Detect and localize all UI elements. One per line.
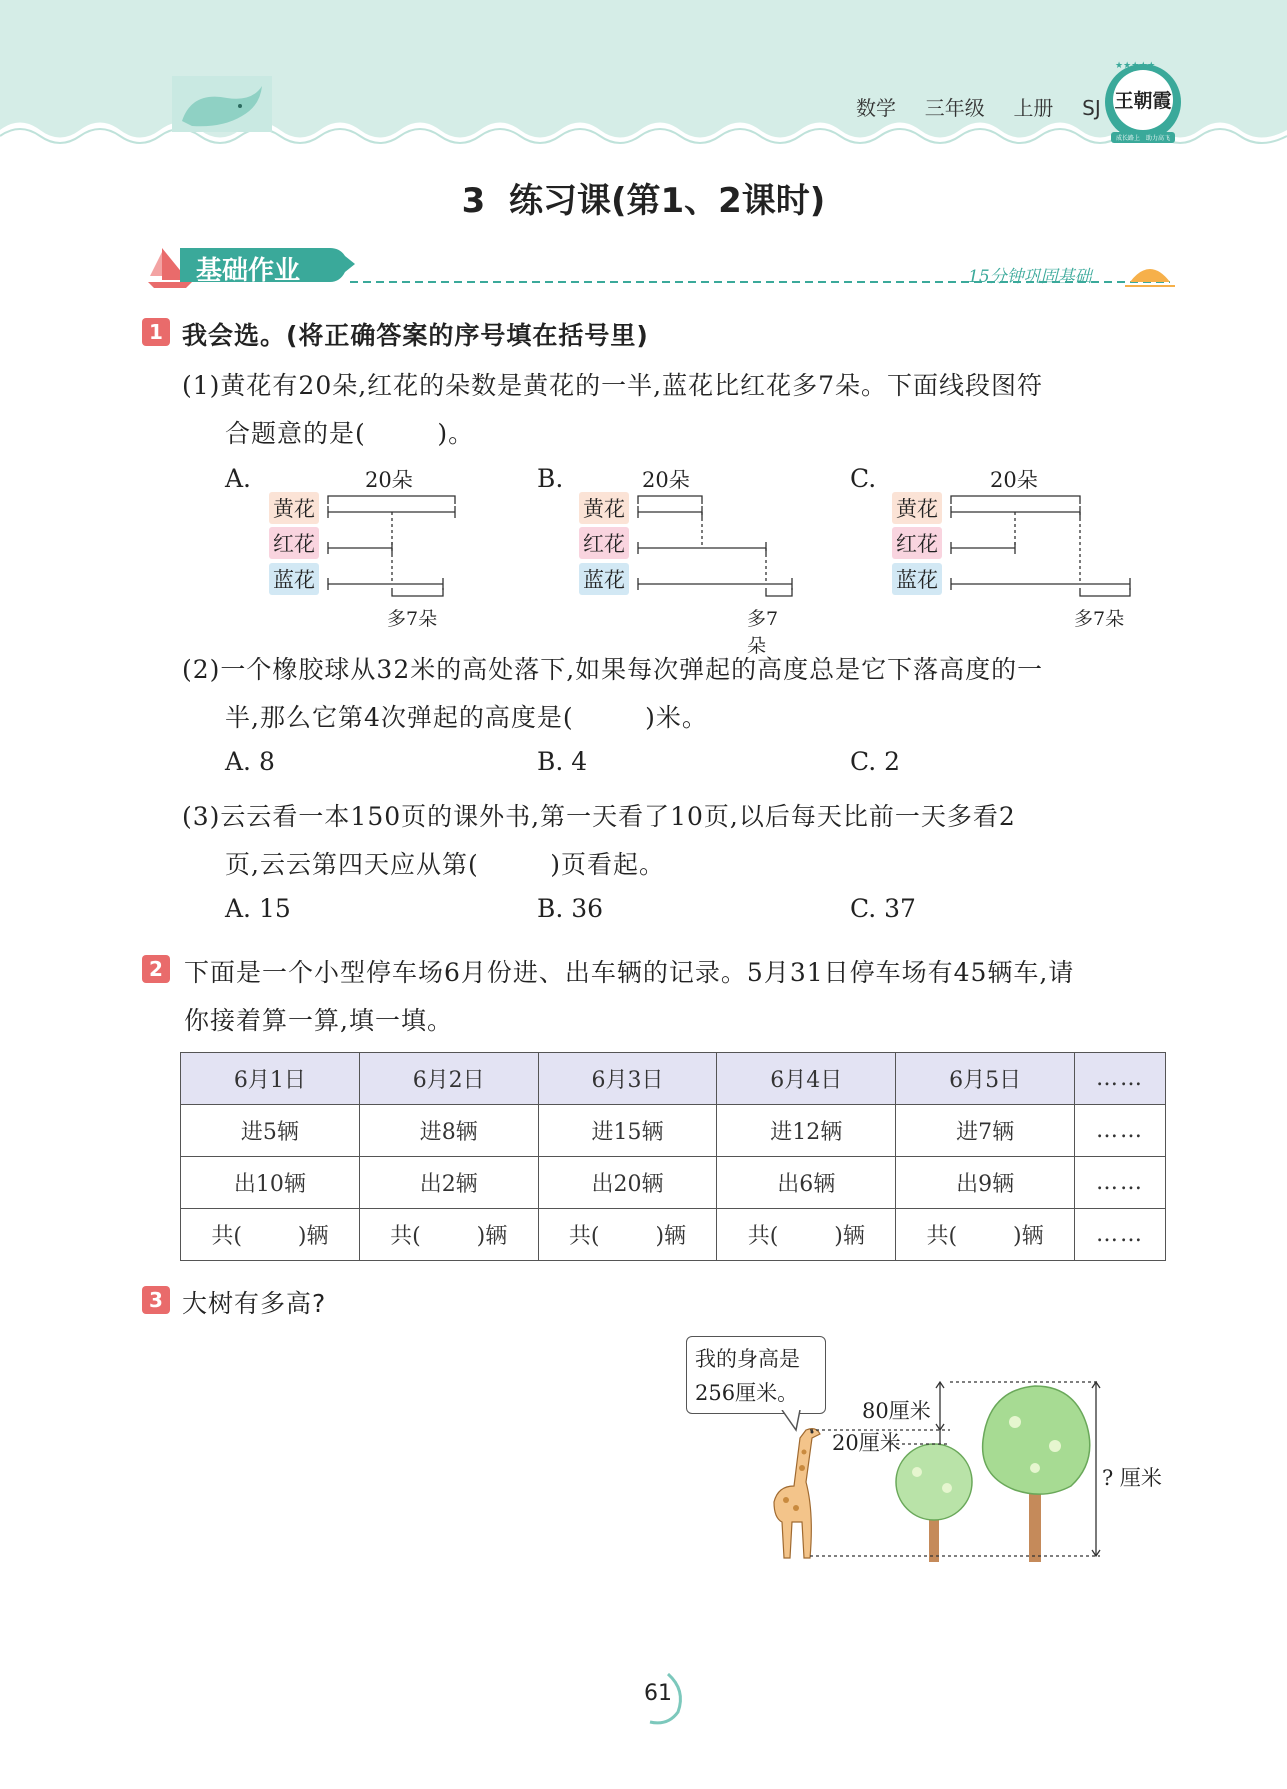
diagram-c-top-label: 20朵 (990, 468, 1038, 492)
table-cell: 出9辆 (896, 1157, 1075, 1209)
diagram-c-red: 红花 (892, 527, 942, 559)
table-cell: 进8辆 (359, 1105, 538, 1157)
table-header-cell: 6月2日 (359, 1053, 538, 1105)
q1-sub1-line2: 合题意的是( )。 (225, 419, 475, 448)
page-title: 3 练习课(第1、2课时) (461, 181, 826, 221)
q2-line2: 你接着算一算,填一填。 (184, 1006, 453, 1035)
diagram-b-yellow: 黄花 (579, 492, 629, 524)
brand-badge (1101, 58, 1185, 146)
diagram-c-more: 多7朵 (1074, 608, 1125, 630)
label-20cm: 20厘米 (832, 1431, 901, 1455)
whale-icon (172, 76, 272, 132)
diagram-a-top-label: 20朵 (365, 468, 413, 492)
parking-table (180, 1052, 1166, 1261)
q3-badge (142, 1286, 170, 1314)
diagram-a-lines (225, 460, 475, 630)
header-edition: SJ (1082, 96, 1101, 120)
q2-line1: 下面是一个小型停车场6月份进、出车辆的记录。5月31日停车场有45辆车,请 (184, 958, 1075, 987)
table-row-total (181, 1209, 1166, 1261)
table-cell: 进15辆 (538, 1105, 717, 1157)
diagram-b (537, 460, 797, 657)
table-answer-cell[interactable]: 共( )辆 (538, 1209, 717, 1261)
diagram-b-blue: 蓝花 (579, 563, 629, 595)
table-cell: 进5辆 (181, 1105, 360, 1157)
label-unknown-height: ? 厘米 (1102, 1466, 1162, 1490)
diagram-b-red: 红花 (579, 527, 629, 559)
brand-tagline-left: 成长路上 (1115, 135, 1140, 142)
table-cell: 进12辆 (717, 1105, 896, 1157)
speech-line1: 我的身高是 (695, 1347, 800, 1371)
q1-sub3-line2: 页,云云第四天应从第( )页看起。 (225, 850, 666, 879)
q1-prompt: 我会选。(将正确答案的序号填在括号里) (182, 321, 649, 350)
header-volume: 上册 (1013, 96, 1054, 120)
header-subject: 数学 (856, 96, 896, 120)
diagram-a-yellow: 黄花 (269, 492, 319, 524)
diagram-b-top-label: 20朵 (642, 468, 690, 492)
q2-badge (142, 955, 170, 983)
diagram-c-letter: C. (850, 464, 877, 493)
table-header-cell: 6月3日 (538, 1053, 717, 1105)
q1-sub3-option-a[interactable]: A. 15 (225, 894, 291, 923)
svg-text:★★★★★: ★★★★★ (1115, 61, 1156, 71)
q1-sub3-line1: (3)云云看一本150页的课外书,第一天看了10页,以后每天比前一天多看2 (182, 802, 1016, 831)
table-header-cell: …… (1075, 1053, 1166, 1105)
speech-line2: 256厘米。 (695, 1381, 799, 1405)
diagram-c-blue: 蓝花 (892, 563, 942, 595)
table-cell: …… (1075, 1105, 1166, 1157)
q1-sub2-line2: 半,那么它第4次弹起的高度是( )米。 (225, 703, 708, 732)
q1-sub1-line1: (1)黄花有20朵,红花的朵数是黄花的一半,蓝花比红花多7朵。下面线段图符 (182, 371, 1044, 400)
table-row-out (181, 1157, 1166, 1209)
diagram-a-blue: 蓝花 (269, 563, 319, 595)
q3-prompt: 大树有多高? (182, 1289, 327, 1318)
diagram-c-yellow: 黄花 (892, 492, 942, 524)
diagram-a-red: 红花 (269, 527, 319, 559)
q1-sub2-option-b[interactable]: B. 4 (537, 747, 588, 776)
diagram-b-more: 多7朵 (747, 608, 779, 657)
table-header-cell: 6月4日 (717, 1053, 896, 1105)
q3-number: 3 (142, 1286, 170, 1314)
table-cell: …… (1075, 1209, 1166, 1261)
table-answer-cell[interactable]: 共( )辆 (896, 1209, 1075, 1261)
diagram-a-letter: A. (225, 464, 252, 493)
section-label: 基础作业 (196, 256, 301, 286)
brand-tagline-right: 助力高飞 (1145, 135, 1170, 142)
q1-sub2-line1: (2)一个橡胶球从32米的高处落下,如果每次弹起的高度总是它下落高度的一 (182, 655, 1044, 684)
table-cell: 出6辆 (717, 1157, 896, 1209)
table-row-in (181, 1105, 1166, 1157)
table-header-cell: 6月5日 (896, 1053, 1075, 1105)
q1-number: 1 (142, 318, 170, 346)
table-cell: 进7辆 (896, 1105, 1075, 1157)
header-meta (856, 92, 1101, 121)
table-answer-cell[interactable]: 共( )辆 (717, 1209, 896, 1261)
table-cell: 出2辆 (359, 1157, 538, 1209)
header-grade: 三年级 (924, 96, 985, 120)
table-header-row (181, 1053, 1166, 1105)
table-cell: 出10辆 (181, 1157, 360, 1209)
diagram-b-letter: B. (537, 464, 564, 493)
brand-logo-text: 王朝霞 (1114, 90, 1172, 112)
q2-number: 2 (142, 955, 170, 983)
q1-sub3-option-c[interactable]: C. 37 (850, 894, 916, 923)
height-measure-lines (800, 1370, 1110, 1570)
diagram-a-more: 多7朵 (387, 608, 438, 630)
section-hint: 15分钟巩固基础 (968, 267, 1092, 287)
page-number: 61 (644, 1681, 672, 1706)
table-answer-cell[interactable]: 共( )辆 (359, 1209, 538, 1261)
q1-sub2-option-a[interactable]: A. 8 (225, 747, 275, 776)
table-answer-cell[interactable]: 共( )辆 (181, 1209, 360, 1261)
diagram-a (225, 460, 475, 630)
label-80cm: 80厘米 (862, 1399, 931, 1423)
q1-sub2-option-c[interactable]: C. 2 (850, 747, 901, 776)
table-cell: 出20辆 (538, 1157, 717, 1209)
q1-sub3-option-b[interactable]: B. 36 (537, 894, 604, 923)
table-header-cell: 6月1日 (181, 1053, 360, 1105)
diagram-c (850, 460, 1140, 630)
table-cell: …… (1075, 1157, 1166, 1209)
q1-badge (142, 318, 170, 346)
